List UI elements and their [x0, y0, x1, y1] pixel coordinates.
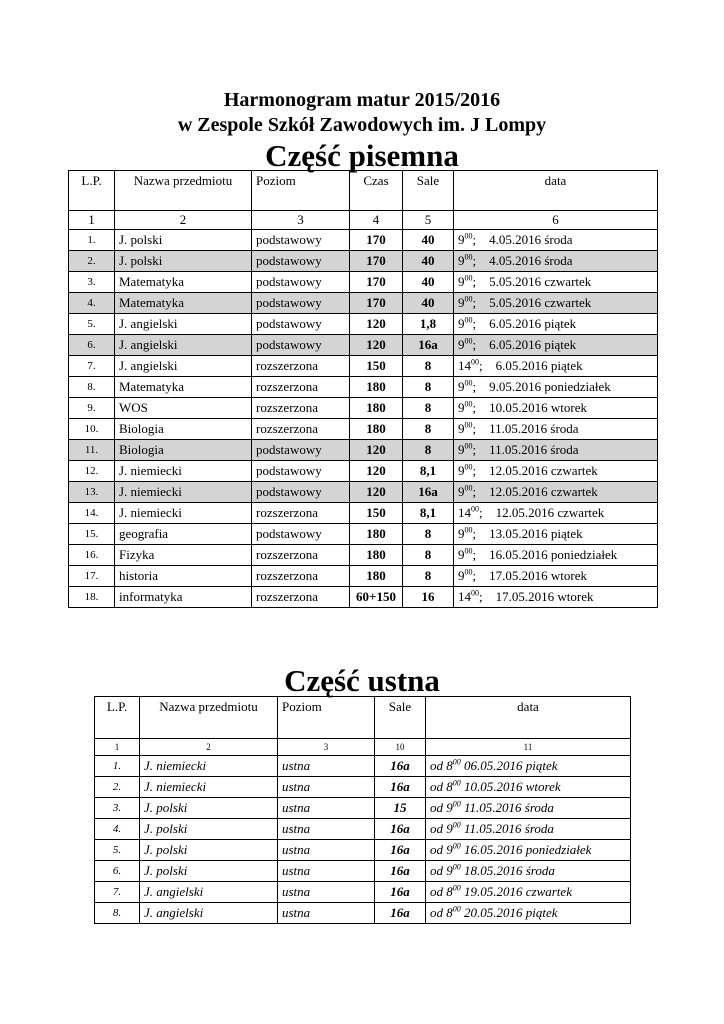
- exam-date: 6.05.2016 piątek: [489, 316, 577, 331]
- row-lp: 1.: [95, 756, 140, 777]
- time-cell: 120: [350, 440, 403, 461]
- date-cell: $9^{00}$; 5.05.2016 czwartek: [454, 272, 658, 293]
- start-hour: 9: [458, 547, 465, 562]
- exam-date: 16.05.2016 poniedziałek: [489, 547, 618, 562]
- oral-section-heading: Część ustna: [284, 663, 440, 698]
- column-number: 3: [252, 211, 350, 230]
- room-cell: 16a: [375, 777, 426, 798]
- row-lp: 10.: [69, 419, 115, 440]
- room-cell: 8: [403, 398, 454, 419]
- table-row: [69, 272, 658, 293]
- row-lp: 4.: [69, 293, 115, 314]
- start-minutes: 00: [452, 757, 461, 767]
- time-cell: 180: [350, 545, 403, 566]
- column-number: 11: [426, 739, 631, 756]
- exam-date: 11.05.2016 środa: [464, 800, 554, 815]
- start-prefix: od 9: [430, 842, 453, 857]
- row-lp: 13.: [69, 482, 115, 503]
- date-cell: $9^{00}$; 4.05.2016 środa: [454, 251, 658, 272]
- subject-cell: J. angielski: [115, 356, 252, 377]
- start-minutes: 00: [464, 294, 473, 304]
- subject-cell: J. niemiecki: [140, 756, 278, 777]
- row-lp: 15.: [69, 524, 115, 545]
- start-minutes: 00: [452, 904, 461, 914]
- table-row: [69, 461, 658, 482]
- room-cell: 8,1: [403, 461, 454, 482]
- subject-cell: J. angielski: [115, 335, 252, 356]
- date-cell: $14^{00}$; 12.05.2016 czwartek: [454, 503, 658, 524]
- col-header-subject: Nazwa przedmiotu: [140, 697, 278, 739]
- start-hour: 9: [458, 568, 465, 583]
- table-row: [69, 314, 658, 335]
- level-cell: rozszerzona: [252, 566, 350, 587]
- level-cell: rozszerzona: [252, 356, 350, 377]
- table-row: [95, 756, 631, 777]
- start-minutes: 00: [452, 778, 461, 788]
- start-minutes: 00: [464, 525, 473, 535]
- exam-date: 10.05.2016 wtorek: [489, 400, 587, 415]
- exam-date: 12.05.2016 czwartek: [489, 484, 598, 499]
- col-header-level: Poziom: [278, 697, 375, 739]
- subject-cell: informatyka: [115, 587, 252, 608]
- subject-cell: J. niemiecki: [140, 777, 278, 798]
- written-header-row: [69, 171, 658, 211]
- table-row: [69, 503, 658, 524]
- room-cell: 16: [403, 587, 454, 608]
- exam-date: 6.05.2016 piątek: [495, 358, 583, 373]
- date-cell: $9^{00}$; 13.05.2016 piątek: [454, 524, 658, 545]
- room-cell: 16a: [375, 840, 426, 861]
- room-cell: 16a: [375, 882, 426, 903]
- exam-date: 11.05.2016 środa: [489, 442, 579, 457]
- exam-date: 19.05.2016 czwartek: [464, 884, 572, 899]
- start-hour: 14: [458, 358, 471, 373]
- document-title: Harmonogram matur 2015/2016: [223, 89, 501, 111]
- start-hour: 9: [458, 337, 465, 352]
- room-cell: 16a: [375, 861, 426, 882]
- room-cell: 8: [403, 524, 454, 545]
- col-header-room: Sale: [375, 697, 426, 739]
- exam-date: 16.05.2016 poniedziałek: [464, 842, 592, 857]
- table-row: [95, 777, 631, 798]
- date-cell: [426, 861, 631, 882]
- start-minutes: 00: [464, 462, 473, 472]
- exam-date: 11.05.2016 środa: [464, 821, 554, 836]
- row-lp: 17.: [69, 566, 115, 587]
- start-minutes: 00: [464, 567, 473, 577]
- level-cell: ustna: [278, 882, 375, 903]
- start-minutes: 00: [464, 420, 473, 430]
- level-cell: ustna: [278, 798, 375, 819]
- date-cell: [426, 819, 631, 840]
- date-cell: [426, 840, 631, 861]
- col-header-room: Sale: [403, 171, 454, 211]
- exam-date: 17.05.2016 wtorek: [495, 589, 594, 604]
- subject-cell: J. angielski: [115, 314, 252, 335]
- room-cell: 16a: [403, 335, 454, 356]
- level-cell: ustna: [278, 819, 375, 840]
- written-column-numbers-row: [69, 211, 658, 230]
- col-header-date: data: [426, 697, 631, 739]
- date-cell: $9^{00}$; 12.05.2016 czwartek: [454, 482, 658, 503]
- room-cell: 8: [403, 419, 454, 440]
- subject-cell: J. polski: [140, 840, 278, 861]
- date-cell: $9^{00}$; 11.05.2016 środa: [454, 419, 658, 440]
- date-cell: $14^{00}$; 17.05.2016 wtorek: [454, 587, 658, 608]
- row-lp: 2.: [69, 251, 115, 272]
- table-row: [69, 356, 658, 377]
- room-cell: 15: [375, 798, 426, 819]
- exam-date: 9.05.2016 poniedziałek: [489, 379, 611, 394]
- date-cell: $9^{00}$; 17.05.2016 wtorek: [454, 566, 658, 587]
- level-cell: ustna: [278, 903, 375, 924]
- time-cell: 150: [350, 356, 403, 377]
- start-minutes: 00: [464, 399, 473, 409]
- oral-column-numbers-row: [95, 739, 631, 756]
- level-cell: rozszerzona: [252, 398, 350, 419]
- level-cell: podstawowy: [252, 440, 350, 461]
- subject-cell: Matematyka: [115, 293, 252, 314]
- row-lp: 8.: [69, 377, 115, 398]
- level-cell: rozszerzona: [252, 419, 350, 440]
- col-header-date: data: [454, 171, 658, 211]
- table-row: [69, 293, 658, 314]
- date-cell: $9^{00}$; 5.05.2016 czwartek: [454, 293, 658, 314]
- subject-cell: J. niemiecki: [115, 503, 252, 524]
- date-cell: $9^{00}$; 6.05.2016 piątek: [454, 314, 658, 335]
- row-lp: 3.: [69, 272, 115, 293]
- date-cell: [426, 882, 631, 903]
- subject-cell: historia: [115, 566, 252, 587]
- row-lp: 3.: [95, 798, 140, 819]
- table-row: [69, 419, 658, 440]
- time-cell: 170: [350, 251, 403, 272]
- room-cell: 8: [403, 440, 454, 461]
- date-cell: [426, 903, 631, 924]
- row-lp: 7.: [95, 882, 140, 903]
- exam-date: 4.05.2016 środa: [489, 232, 573, 247]
- room-cell: 40: [403, 293, 454, 314]
- column-number: 5: [403, 211, 454, 230]
- row-lp: 14.: [69, 503, 115, 524]
- row-lp: 8.: [95, 903, 140, 924]
- row-lp: 5.: [69, 314, 115, 335]
- exam-date: 5.05.2016 czwartek: [489, 295, 592, 310]
- table-row: [69, 482, 658, 503]
- subject-cell: J. polski: [115, 230, 252, 251]
- date-cell: $9^{00}$; 12.05.2016 czwartek: [454, 461, 658, 482]
- room-cell: 8: [403, 356, 454, 377]
- col-header-lp: L.P.: [95, 697, 140, 739]
- start-minutes: 00: [464, 483, 473, 493]
- exam-date: 12.05.2016 czwartek: [495, 505, 605, 520]
- start-minutes: 00: [464, 546, 473, 556]
- row-lp: 16.: [69, 545, 115, 566]
- time-cell: 120: [350, 461, 403, 482]
- room-cell: 40: [403, 272, 454, 293]
- start-hour: 9: [458, 421, 465, 436]
- written-section-heading: Część pisemna: [265, 138, 459, 173]
- column-number: 10: [375, 739, 426, 756]
- start-minutes: 00: [464, 378, 473, 388]
- school-name: w Zespole Szkół Zawodowych im. J Lompy: [177, 114, 547, 136]
- time-cell: 60+150: [350, 587, 403, 608]
- start-hour: 9: [458, 316, 465, 331]
- column-number: 6: [454, 211, 658, 230]
- level-cell: podstawowy: [252, 272, 350, 293]
- column-number: 2: [115, 211, 252, 230]
- start-hour: 14: [458, 505, 471, 520]
- level-cell: rozszerzona: [252, 503, 350, 524]
- column-number: 1: [69, 211, 115, 230]
- room-cell: 40: [403, 230, 454, 251]
- subject-cell: geografia: [115, 524, 252, 545]
- table-row: [69, 377, 658, 398]
- time-cell: 150: [350, 503, 403, 524]
- start-hour: 9: [458, 379, 465, 394]
- start-prefix: od 8: [430, 779, 453, 794]
- start-minutes: 00: [464, 315, 473, 325]
- time-cell: 180: [350, 419, 403, 440]
- written-exam-table: [68, 170, 658, 608]
- column-number: 4: [350, 211, 403, 230]
- date-cell: $9^{00}$; 6.05.2016 piątek: [454, 335, 658, 356]
- row-lp: 7.: [69, 356, 115, 377]
- start-minutes: 00: [452, 820, 461, 830]
- table-row: [69, 524, 658, 545]
- row-lp: 12.: [69, 461, 115, 482]
- subject-cell: Matematyka: [115, 272, 252, 293]
- row-lp: 18.: [69, 587, 115, 608]
- row-lp: 6.: [95, 861, 140, 882]
- start-hour: 9: [458, 463, 465, 478]
- table-row: [95, 903, 631, 924]
- table-row: [69, 440, 658, 461]
- start-minutes: 00: [464, 336, 473, 346]
- start-minutes: 00: [464, 273, 473, 283]
- col-header-lp: L.P.: [69, 171, 115, 211]
- exam-date: 17.05.2016 wtorek: [489, 568, 587, 583]
- oral-header-row: [95, 697, 631, 739]
- start-hour: 9: [458, 232, 465, 247]
- start-hour: 9: [458, 484, 465, 499]
- date-cell: [426, 756, 631, 777]
- exam-date: 20.05.2016 piątek: [464, 905, 558, 920]
- exam-date: 5.05.2016 czwartek: [489, 274, 592, 289]
- table-row: [69, 251, 658, 272]
- start-prefix: od 8: [430, 905, 453, 920]
- column-number: 2: [140, 739, 278, 756]
- subject-cell: J. polski: [140, 798, 278, 819]
- table-row: [95, 861, 631, 882]
- start-minutes: 00: [452, 799, 461, 809]
- table-row: [69, 545, 658, 566]
- start-hour: 9: [458, 526, 465, 541]
- subject-cell: J. polski: [140, 861, 278, 882]
- exam-date: 06.05.2016 piątek: [464, 758, 558, 773]
- time-cell: 170: [350, 230, 403, 251]
- exam-date: 11.05.2016 środa: [489, 421, 579, 436]
- start-minutes: 00: [464, 252, 473, 262]
- level-cell: ustna: [278, 861, 375, 882]
- start-minutes: 00: [452, 862, 461, 872]
- table-row: [69, 566, 658, 587]
- exam-date: 13.05.2016 piątek: [489, 526, 583, 541]
- date-cell: $9^{00}$; 4.05.2016 środa: [454, 230, 658, 251]
- room-cell: 16a: [375, 903, 426, 924]
- date-cell: $9^{00}$; 11.05.2016 środa: [454, 440, 658, 461]
- subject-cell: J. niemiecki: [115, 482, 252, 503]
- col-header-time: Czas: [350, 171, 403, 211]
- exam-date: 18.05.2016 środa: [464, 863, 555, 878]
- subject-cell: Matematyka: [115, 377, 252, 398]
- level-cell: podstawowy: [252, 230, 350, 251]
- time-cell: 170: [350, 272, 403, 293]
- start-minutes: 00: [464, 231, 473, 241]
- date-cell: $9^{00}$; 16.05.2016 poniedziałek: [454, 545, 658, 566]
- start-prefix: od 9: [430, 821, 453, 836]
- row-lp: 11.: [69, 440, 115, 461]
- time-cell: 120: [350, 482, 403, 503]
- level-cell: rozszerzona: [252, 587, 350, 608]
- level-cell: rozszerzona: [252, 545, 350, 566]
- col-header-level: Poziom: [252, 171, 350, 211]
- room-cell: 8: [403, 566, 454, 587]
- row-lp: 9.: [69, 398, 115, 419]
- table-row: [95, 798, 631, 819]
- time-cell: 120: [350, 314, 403, 335]
- table-row: [95, 840, 631, 861]
- room-cell: 16a: [403, 482, 454, 503]
- date-cell: $14^{00}$; 6.05.2016 piątek: [454, 356, 658, 377]
- start-prefix: od 9: [430, 863, 453, 878]
- level-cell: podstawowy: [252, 524, 350, 545]
- row-lp: 6.: [69, 335, 115, 356]
- subject-cell: WOS: [115, 398, 252, 419]
- row-lp: 5.: [95, 840, 140, 861]
- exam-date: 4.05.2016 środa: [489, 253, 573, 268]
- table-row: [69, 230, 658, 251]
- date-cell: [426, 777, 631, 798]
- time-cell: 180: [350, 377, 403, 398]
- subject-cell: Biologia: [115, 419, 252, 440]
- subject-cell: Fizyka: [115, 545, 252, 566]
- subject-cell: J. angielski: [140, 903, 278, 924]
- start-hour: 9: [458, 295, 465, 310]
- room-cell: 1,8: [403, 314, 454, 335]
- start-minutes: 00: [471, 588, 479, 598]
- date-cell: [426, 798, 631, 819]
- oral-exam-table: [94, 696, 631, 924]
- table-row: [95, 819, 631, 840]
- exam-date: 6.05.2016 piątek: [489, 337, 577, 352]
- subject-cell: J. polski: [115, 251, 252, 272]
- time-cell: 180: [350, 524, 403, 545]
- level-cell: podstawowy: [252, 251, 350, 272]
- subject-cell: J. niemiecki: [115, 461, 252, 482]
- row-lp: 1.: [69, 230, 115, 251]
- start-hour: 9: [458, 400, 465, 415]
- level-cell: podstawowy: [252, 461, 350, 482]
- room-cell: 16a: [375, 819, 426, 840]
- level-cell: podstawowy: [252, 335, 350, 356]
- subject-cell: Biologia: [115, 440, 252, 461]
- room-cell: 8: [403, 545, 454, 566]
- start-prefix: od 8: [430, 758, 453, 773]
- time-cell: 180: [350, 566, 403, 587]
- level-cell: ustna: [278, 756, 375, 777]
- start-prefix: od 8: [430, 884, 453, 899]
- room-cell: 8: [403, 377, 454, 398]
- start-hour: 14: [458, 589, 471, 604]
- time-cell: 120: [350, 335, 403, 356]
- start-minutes: 00: [471, 357, 479, 367]
- start-hour: 9: [458, 442, 465, 457]
- col-header-subject: Nazwa przedmiotu: [115, 171, 252, 211]
- start-minutes: 00: [452, 883, 461, 893]
- level-cell: podstawowy: [252, 482, 350, 503]
- start-prefix: od 9: [430, 800, 453, 815]
- exam-date: 12.05.2016 czwartek: [489, 463, 598, 478]
- date-cell: $9^{00}$; 10.05.2016 wtorek: [454, 398, 658, 419]
- row-lp: 2.: [95, 777, 140, 798]
- column-number: 3: [278, 739, 375, 756]
- start-hour: 9: [458, 274, 465, 289]
- start-minutes: 00: [452, 841, 461, 851]
- start-minutes: 00: [471, 504, 479, 514]
- start-minutes: 00: [464, 441, 473, 451]
- room-cell: 40: [403, 251, 454, 272]
- subject-cell: J. polski: [140, 819, 278, 840]
- level-cell: podstawowy: [252, 293, 350, 314]
- level-cell: ustna: [278, 777, 375, 798]
- level-cell: podstawowy: [252, 314, 350, 335]
- level-cell: ustna: [278, 840, 375, 861]
- table-row: [69, 398, 658, 419]
- table-row: [69, 587, 658, 608]
- row-lp: 4.: [95, 819, 140, 840]
- time-cell: 170: [350, 293, 403, 314]
- date-cell: $9^{00}$; 9.05.2016 poniedziałek: [454, 377, 658, 398]
- column-number: 1: [95, 739, 140, 756]
- table-row: [69, 335, 658, 356]
- start-hour: 9: [458, 253, 465, 268]
- room-cell: 16a: [375, 756, 426, 777]
- subject-cell: J. angielski: [140, 882, 278, 903]
- room-cell: 8,1: [403, 503, 454, 524]
- table-row: [95, 882, 631, 903]
- time-cell: 180: [350, 398, 403, 419]
- exam-date: 10.05.2016 wtorek: [464, 779, 561, 794]
- level-cell: rozszerzona: [252, 377, 350, 398]
